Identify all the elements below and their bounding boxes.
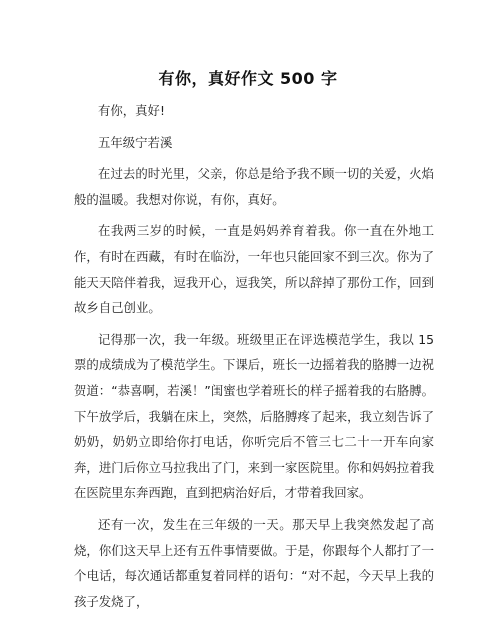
- paragraph-author: 五年级宁若溪: [98, 134, 173, 150]
- article-body: [74, 98, 434, 620]
- paragraph-3: 记得那一次，我一年级。班级里正在评选模范学生，我以 15 票的成绩成为了模范学生。下课后，班长一边摇着我的胳膊一边祝贺道：“恭喜啊，若溪！”闺蜜也学着班长的样子摇着我的右胳膊。下午放学后，我躺在床上，突然，后胳膊疼了起来，我立刻告诉了奶奶，奶奶立即给你打电话，你听完后不管三七二十一开车向家奔，进门后你立马拉我出了门，来到一家医院里。你和妈妈拉着我在医院里东奔西跑，直到把病治好后，才带着我回家。: [74, 331, 434, 501]
- paragraph-2: 在我两三岁的时候，一直是妈妈养育着我。你一直在外地工作，有时在西藏，有时在临汾，一年也只能回家不到三次。你为了能天天陪伴着我，逗我开心，逗我笑，所以辞掉了那份工作，回到故乡自己创业。: [74, 223, 434, 316]
- paragraph-4: 还有一次，发生在三年级的一天。那天早上我突然发起了高烧，你们这天早上还有五件事情要做。于是，你跟每个人都打了一个电话，每次通话都重复着同样的语句：“对不起，今天早上我的孩子发烧了，: [74, 516, 434, 609]
- article-title: 有你，真好作文 500 字: [158, 69, 338, 88]
- paragraph-1: 在过去的时光里，父亲，你总是给予我不顾一切的关爱，火焰般的温暖。我想对你说，有你，真好。: [74, 166, 434, 207]
- paragraph-greeting: 有你，真好!: [98, 103, 165, 118]
